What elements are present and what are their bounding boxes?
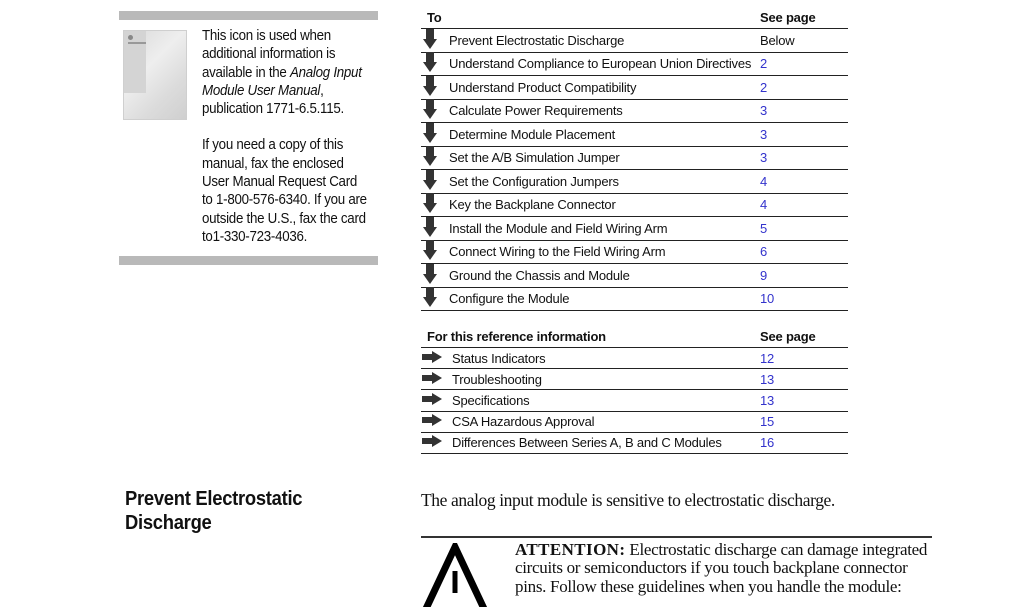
page-link[interactable]: 13 [760, 392, 775, 408]
topic-label: Troubleshooting [452, 371, 542, 387]
reference-table-header [421, 327, 848, 347]
page-link[interactable]: 4 [760, 173, 768, 189]
down-arrow-icon [421, 29, 449, 52]
manual-reference-note [202, 27, 368, 264]
page-link[interactable]: 3 [760, 103, 768, 119]
page-cell [754, 80, 848, 95]
task-label: Calculate Power Requirements [449, 103, 623, 119]
task-label: Prevent Electrostatic Discharge [449, 32, 625, 48]
page-link[interactable]: 9 [760, 267, 768, 283]
topic-cell [421, 351, 756, 366]
section-heading-line-2: Discharge [125, 512, 212, 534]
task-label: Key the Backplane Connector [449, 197, 616, 213]
right-arrow-icon [421, 435, 452, 450]
task-row [421, 146, 848, 170]
page-cell [754, 103, 848, 118]
task-label: Determine Module Placement [449, 126, 616, 142]
page-link[interactable]: 10 [760, 291, 775, 307]
right-arrow-icon [421, 414, 452, 429]
topic-label: Specifications [452, 392, 530, 408]
page-link[interactable]: 16 [760, 435, 775, 451]
user-manual-book-icon [123, 30, 187, 120]
page-link[interactable]: 4 [760, 197, 768, 213]
task-cell [421, 76, 754, 99]
reference-row [421, 347, 848, 368]
attention-text: Electrostatic discharge can damage integrated circuits or semiconductors if you touch backplane connector pins. Follow these guidelines when you handle the module: [515, 540, 928, 596]
down-arrow-icon [421, 264, 449, 287]
task-label: Set the A/B Simulation Jumper [449, 150, 620, 166]
task-row [421, 75, 848, 99]
task-label: Configure the Module [449, 291, 570, 307]
task-label: Understand Compliance to European Union Directives [449, 56, 752, 72]
task-row [421, 193, 848, 217]
page-link[interactable]: 3 [760, 150, 768, 166]
book-spine [124, 31, 146, 93]
page-link[interactable]: 3 [760, 126, 768, 142]
page-link[interactable]: 12 [760, 350, 775, 366]
page-link[interactable]: 13 [760, 371, 775, 387]
header-reference-info: For this reference information [427, 329, 606, 344]
task-row [421, 122, 848, 146]
task-cell [421, 123, 754, 146]
page-cell [754, 56, 848, 71]
tasks-table-header [421, 8, 848, 28]
task-label: Install the Module and Field Wiring Arm [449, 220, 668, 236]
reference-row [421, 411, 848, 432]
task-row [421, 28, 848, 52]
reference-row [421, 432, 848, 453]
task-row [421, 216, 848, 240]
warning-triangle-icon [420, 543, 490, 607]
task-cell [421, 29, 754, 52]
down-arrow-icon [421, 287, 449, 310]
down-arrow-icon [421, 99, 449, 122]
reference-row [421, 389, 848, 410]
page-cell [754, 127, 848, 142]
manual-title: Analog Input Module User Manual [202, 64, 362, 99]
task-row [421, 169, 848, 193]
note-text-post: , publication 1771-6.5.115. [202, 82, 344, 118]
reference-table [421, 327, 848, 454]
page-link[interactable]: 5 [760, 220, 768, 236]
topic-label: CSA Hazardous Approval [452, 414, 595, 430]
task-cell [421, 193, 754, 216]
page-cell [756, 372, 848, 387]
attention-message [515, 541, 935, 596]
task-row [421, 287, 848, 311]
page-link[interactable]: 2 [760, 56, 768, 72]
page-cell [754, 150, 848, 165]
header-see-page: See page [760, 329, 816, 344]
task-label: Understand Product Compatibility [449, 79, 637, 95]
header-to: To [427, 10, 442, 25]
task-cell [421, 287, 754, 310]
page-cell [756, 414, 848, 429]
task-label: Set the Configuration Jumpers [449, 173, 619, 189]
task-cell [421, 170, 754, 193]
page-link[interactable]: 2 [760, 79, 768, 95]
topic-cell [421, 372, 756, 387]
page-link[interactable]: 6 [760, 244, 768, 260]
page-cell [756, 435, 848, 450]
page-cell [756, 393, 848, 408]
right-arrow-icon [421, 372, 452, 387]
page-cell [754, 221, 848, 236]
task-cell [421, 217, 754, 240]
down-arrow-icon [421, 146, 449, 169]
task-cell [421, 240, 754, 263]
page-cell [754, 291, 848, 306]
reference-row [421, 368, 848, 389]
down-arrow-icon [421, 193, 449, 216]
task-cell [421, 99, 754, 122]
page-cell [754, 268, 848, 283]
task-row [421, 52, 848, 76]
task-row [421, 263, 848, 287]
page-link: Below [760, 32, 795, 48]
note-bottom-bar [119, 256, 378, 265]
topic-cell [421, 414, 756, 429]
page-cell [754, 244, 848, 259]
section-heading [125, 487, 337, 535]
attention-label: ATTENTION: [515, 540, 626, 559]
task-cell [421, 264, 754, 287]
down-arrow-icon [421, 76, 449, 99]
down-arrow-icon [421, 123, 449, 146]
down-arrow-icon [421, 52, 449, 75]
note-top-bar [119, 11, 378, 20]
down-arrow-icon [421, 217, 449, 240]
note-paragraph-1 [202, 27, 368, 118]
page-cell [754, 33, 848, 48]
reference-rows [421, 347, 848, 453]
task-cell [421, 146, 754, 169]
note-text-pre: This icon is used when additional information is available in the [202, 28, 336, 81]
book-logo [128, 35, 133, 40]
down-arrow-icon [421, 240, 449, 263]
topic-cell [421, 435, 756, 450]
tasks-table [421, 8, 848, 311]
right-arrow-icon [421, 351, 452, 366]
page-link[interactable]: 15 [760, 414, 775, 430]
topic-label: Status Indicators [452, 350, 546, 366]
section-body-text: The analog input module is sensitive to electrostatic discharge. [421, 490, 835, 510]
tasks-rows [421, 28, 848, 310]
page-cell [754, 197, 848, 212]
task-label: Connect Wiring to the Field Wiring Arm [449, 244, 666, 260]
topic-cell [421, 393, 756, 408]
task-cell [421, 52, 754, 75]
book-logo-bar [128, 42, 146, 44]
down-arrow-icon [421, 170, 449, 193]
page-cell [756, 351, 848, 366]
right-arrow-icon [421, 393, 452, 408]
topic-label: Differences Between Series A, B and C Modules [452, 435, 722, 451]
header-see-page: See page [760, 10, 816, 25]
attention-rule [421, 536, 932, 538]
task-row [421, 240, 848, 264]
page-cell [754, 174, 848, 189]
task-row [421, 99, 848, 123]
reference-table-bottom-rule [421, 453, 848, 454]
note-paragraph-2: If you need a copy of this manual, fax the enclosed User Manual Request Card to 1-800-576-6340. If you are outside the U.S., fax the card to1-330-723-4036. [202, 137, 367, 245]
task-label: Ground the Chassis and Module [449, 267, 630, 283]
section-heading-line-1: Prevent Electrostatic [125, 488, 303, 510]
